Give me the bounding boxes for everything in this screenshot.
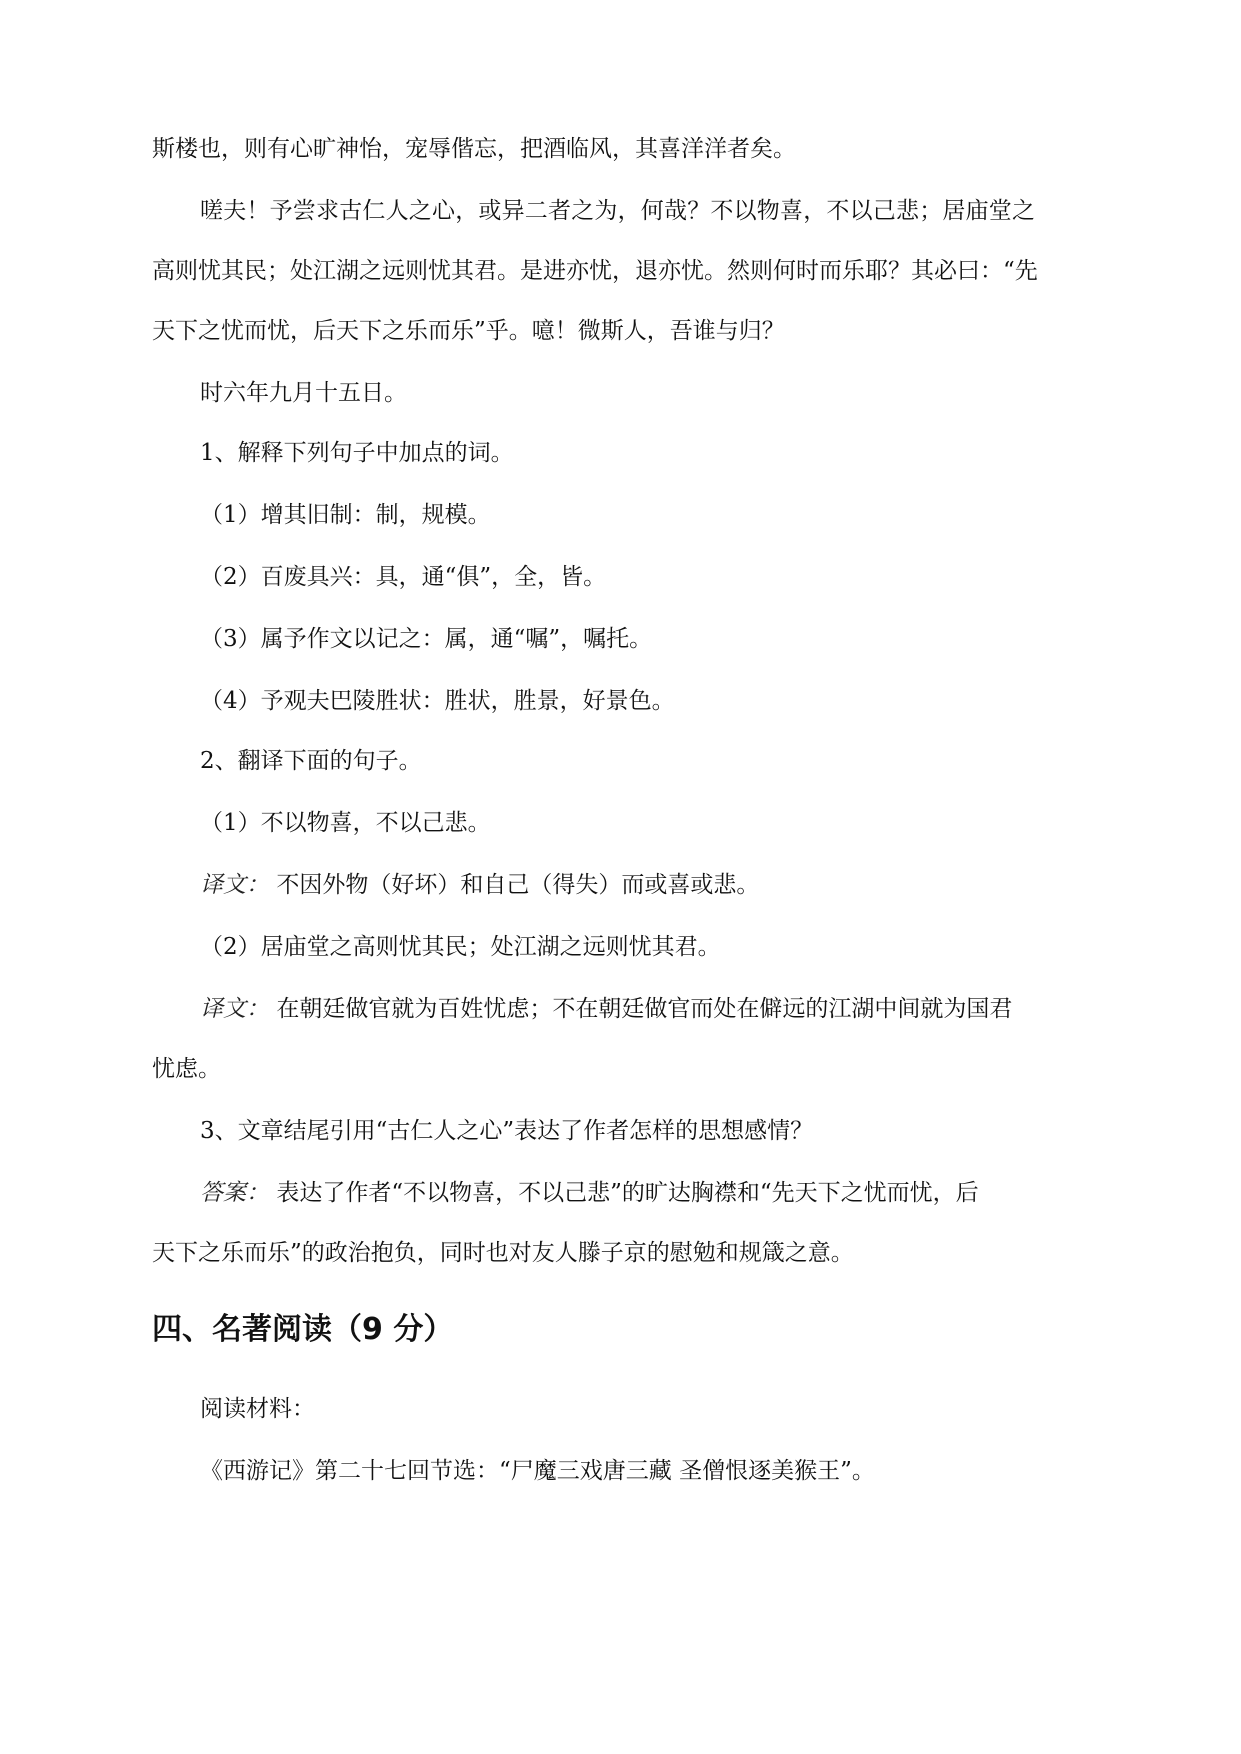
question-1-item-3: （3）属予作文以记之：属，通“嘱”，嘱托。 <box>200 626 653 652</box>
para2-line1: 嗟夫！予尝求古仁人之心，或异二者之为，何哉？不以物喜，不以己悲；居庙堂之 <box>200 198 1036 224</box>
translation-label: 译文： <box>200 872 269 898</box>
question-2-translation-2 <box>200 994 1012 1024</box>
translation-text-2-line2: 忧虑。 <box>152 1056 221 1082</box>
question-1-item-2: （2）百废具兴：具，通“俱”，全，皆。 <box>200 564 607 590</box>
date-line: 时六年九月十五日。 <box>200 380 407 406</box>
question-1-item-1: （1）增其旧制：制，规模。 <box>200 502 491 528</box>
reading-material-source: 《西游记》第二十七回节选：“尸魔三戏唐三藏 圣僧恨逐美猴王”。 <box>200 1458 875 1484</box>
question-3-answer <box>200 1178 979 1208</box>
reading-material-label: 阅读材料： <box>200 1396 315 1422</box>
answer-text-line1: 表达了作者“不以物喜，不以己悲”的旷达胸襟和“先天下之忧而忧，后 <box>276 1180 979 1206</box>
section-4-heading: 四、名著阅读（9 分） <box>152 1312 454 1347</box>
translation-label: 译文： <box>200 996 269 1022</box>
translation-text-1: 不因外物（好坏）和自己（得失）而或喜或悲。 <box>276 872 760 898</box>
answer-label: 答案： <box>200 1180 269 1206</box>
question-2-translation-1 <box>200 870 759 900</box>
question-3-title: 3、文章结尾引用“古仁人之心”表达了作者怎样的思想感情？ <box>200 1118 814 1144</box>
para2-line3: 天下之忧而忧，后天下之乐而乐”乎。噫！微斯人，吾谁与归？ <box>152 318 785 344</box>
question-2-sentence-2: （2）居庙堂之高则忧其民；处江湖之远则忧其君。 <box>200 934 721 960</box>
translation-text-2-line1: 在朝廷做官就为百姓忧虑；不在朝廷做官而处在僻远的江湖中间就为国君 <box>276 996 1013 1022</box>
answer-text-line2: 天下之乐而乐”的政治抱负，同时也对友人滕子京的慰勉和规箴之意。 <box>152 1240 854 1266</box>
question-2-title: 2、翻译下面的句子。 <box>200 748 422 774</box>
para2-line2: 高则忧其民；处江湖之远则忧其君。是进亦忧，退亦忧。然则何时而乐耶？其必曰：“先 <box>152 258 1038 284</box>
question-1-title: 1、解释下列句子中加点的词。 <box>200 440 514 466</box>
question-1-item-4: （4）予观夫巴陵胜状：胜状，胜景，好景色。 <box>200 688 675 714</box>
question-2-sentence-1: （1）不以物喜，不以己悲。 <box>200 810 491 836</box>
para1-line1: 斯楼也，则有心旷神怡，宠辱偕忘，把酒临风，其喜洋洋者矣。 <box>152 136 796 162</box>
